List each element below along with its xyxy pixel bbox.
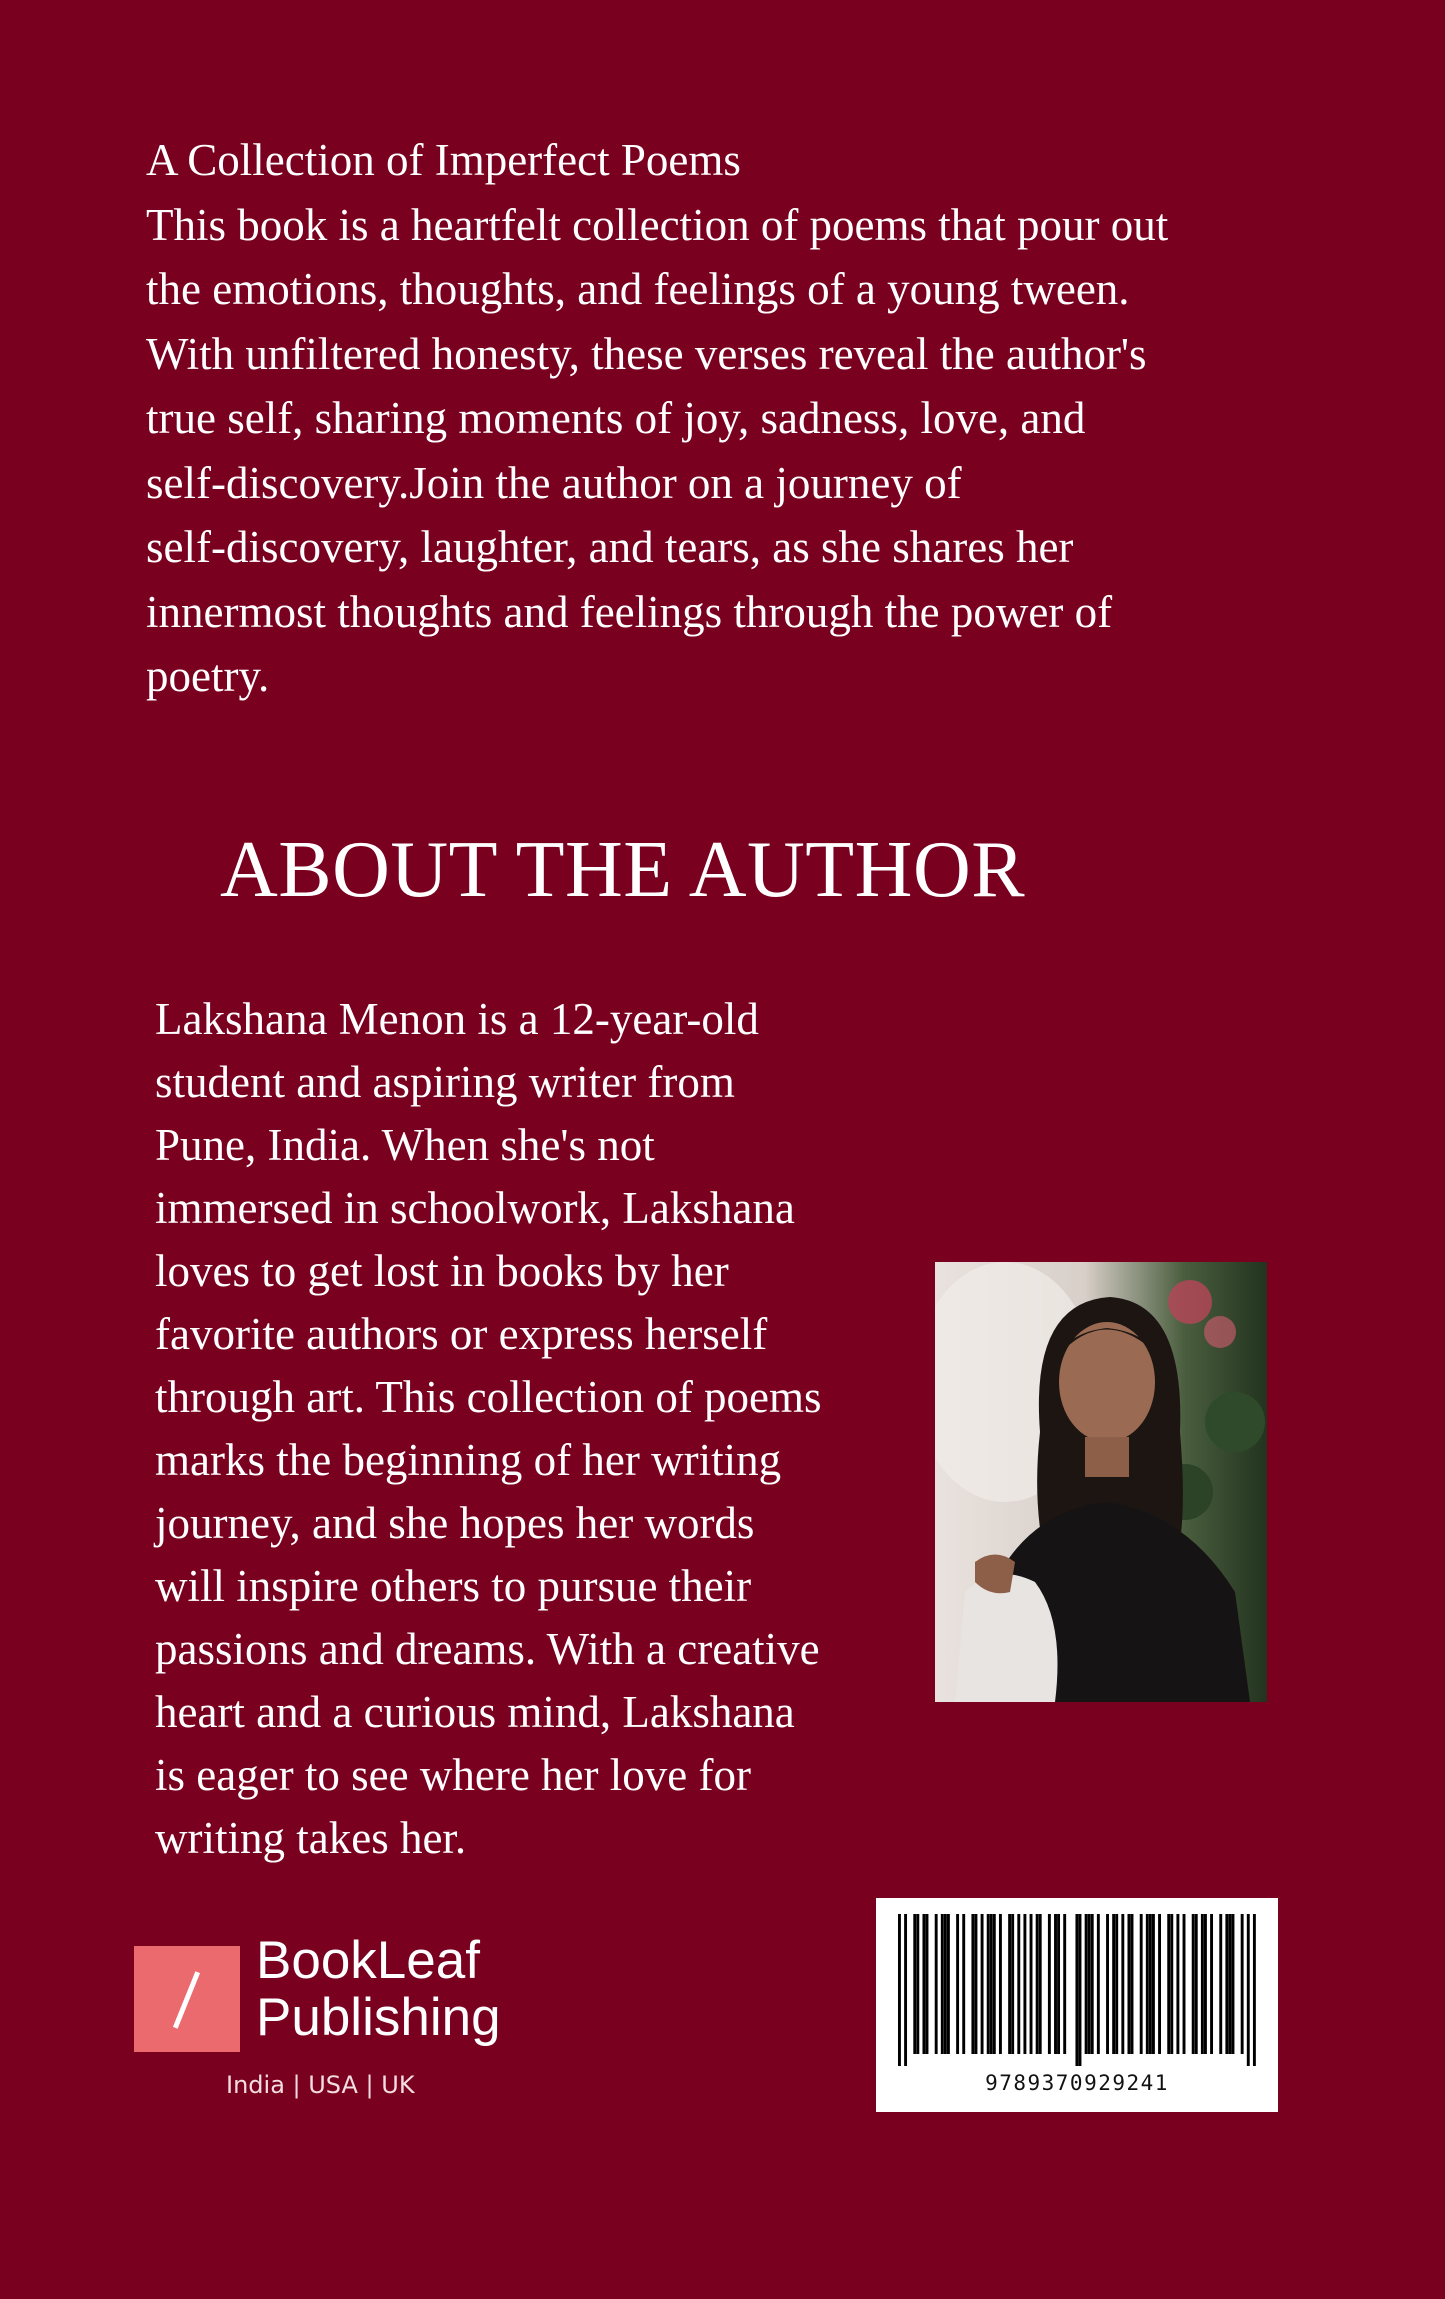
barcode-bar [1036, 1914, 1039, 2054]
barcode-bar [1232, 1914, 1235, 2054]
bio-line: passions and dreams. With a creative [155, 1624, 820, 1674]
barcode-bar [975, 1914, 978, 2054]
bio-line: will inspire others to pursue their [155, 1561, 752, 1611]
blurb-line: true self, sharing moments of joy, sadness, love, and [146, 393, 1086, 443]
barcode-bar [1097, 1914, 1100, 2054]
barcode-bar [941, 1914, 944, 2054]
barcode-bar [962, 1914, 965, 2054]
barcode-bar [1253, 1914, 1256, 2066]
barcode-bar [1008, 1914, 1011, 2054]
barcode-bar [898, 1914, 901, 2066]
barcode-bar [1115, 1914, 1118, 2054]
barcode-bar [1039, 1914, 1042, 2054]
author-photo-illustration [935, 1262, 1267, 1702]
barcode-bar [1241, 1914, 1244, 2054]
barcode-bar [1106, 1914, 1109, 2054]
blurb-line: the emotions, thoughts, and feelings of a young tween. [146, 264, 1130, 314]
barcode-bar [1054, 1914, 1057, 2054]
barcode-bar [922, 1914, 925, 2054]
blurb-line: self-discovery.Join the author on a journey of [146, 457, 962, 508]
bio-line: is eager to see where her love for [155, 1750, 751, 1800]
barcode-bar [1085, 1914, 1088, 2054]
blurb-line: This book is a heartfelt collection of poems that pour out [146, 199, 1169, 250]
book-blurb [146, 128, 1326, 709]
barcode-bar [1121, 1914, 1124, 2054]
bio-line: journey, and she hopes her words [155, 1498, 755, 1548]
barcode-bar [935, 1914, 938, 2054]
bio-line: favorite authors or express herself [155, 1309, 768, 1359]
barcode-bar [1023, 1914, 1026, 2054]
bookleaf-logo-icon [134, 1946, 240, 2052]
barcode-bar [1201, 1914, 1204, 2054]
barcode-bar [1228, 1914, 1231, 2054]
bio-line: student and aspiring writer from [155, 1057, 735, 1107]
bio-line: loves to get lost in books by her [155, 1246, 729, 1296]
barcode-bar [1140, 1914, 1143, 2054]
barcode-bar [1112, 1914, 1115, 2054]
bio-line: writing takes her. [155, 1813, 467, 1863]
about-author-heading: ABOUT THE AUTHOR [220, 826, 1026, 914]
barcode-bar [1048, 1914, 1051, 2054]
barcode-bar [1170, 1914, 1173, 2054]
barcode-bar [1204, 1914, 1207, 2054]
barcode-bar [1131, 1914, 1134, 2054]
barcode-bar [1030, 1914, 1033, 2054]
barcode-bar [987, 1914, 990, 2054]
blurb-line: With unfiltered honesty, these verses reveal the author's [146, 328, 1147, 379]
barcode-bar [1183, 1914, 1186, 2054]
bio-line: heart and a curious mind, Lakshana [155, 1687, 795, 1737]
blurb-line: innermost thoughts and feelings through the power of [146, 586, 1113, 637]
barcode-bar [1210, 1914, 1213, 2054]
barcode-bar [956, 1914, 959, 2054]
barcode-bar [971, 1914, 974, 2054]
barcode-bar [1079, 1914, 1082, 2066]
publisher-countries: India | USA | UK [226, 2071, 415, 2099]
barcode-bar [904, 1914, 907, 2066]
bio-line: through art. This collection of poems [155, 1372, 822, 1422]
bio-line: Pune, India. When she's not [155, 1120, 655, 1170]
bio-line: marks the beginning of her writing [155, 1435, 782, 1485]
barcode-bar [981, 1914, 984, 2054]
barcode-bar [1247, 1914, 1250, 2066]
slash-icon [173, 1971, 200, 2029]
barcode-bar [1057, 1914, 1060, 2054]
publisher-name [256, 1932, 501, 2046]
publisher-name-line2: Publishing [256, 1988, 501, 2047]
barcode-bar [993, 1914, 996, 2054]
author-bio [155, 988, 822, 1870]
barcode-bar [990, 1914, 993, 2054]
bio-line: immersed in schoolwork, Lakshana [155, 1183, 795, 1233]
barcode-bar [1158, 1914, 1161, 2054]
barcode-bar [1088, 1914, 1091, 2054]
blurb-line: self-discovery, laughter, and tears, as she shares her [146, 522, 1074, 572]
barcode-bar [1152, 1914, 1155, 2054]
barcode-bar [1063, 1914, 1066, 2054]
barcode-bar [1195, 1914, 1198, 2054]
barcode-bar [1176, 1914, 1179, 2054]
barcode-bar [1017, 1914, 1020, 2054]
blurb-title: A Collection of Imperfect Poems [146, 135, 741, 185]
barcode-bar [926, 1914, 929, 2054]
bio-line: Lakshana Menon is a 12-year-old [155, 994, 759, 1044]
barcode-bar [1075, 1914, 1078, 2066]
barcode-bar [1225, 1914, 1228, 2054]
barcode-bar [916, 1914, 919, 2054]
publisher-name-line1: BookLeaf [256, 1931, 480, 1990]
isbn-barcode [876, 1898, 1278, 2112]
barcode-bar [947, 1914, 950, 2054]
barcode-bar [944, 1914, 947, 2054]
blurb-line: poetry. [146, 651, 270, 701]
barcode-bar [913, 1914, 916, 2054]
author-photo [935, 1262, 1267, 1702]
barcode-bar [1149, 1914, 1152, 2054]
barcode-bar [999, 1914, 1002, 2054]
barcode-bar [1167, 1914, 1170, 2054]
barcode-bar [1127, 1914, 1130, 2054]
barcode-bars [898, 1914, 1256, 2066]
barcode-bar [1219, 1914, 1222, 2054]
isbn-number: 9789370929241 [985, 2071, 1169, 2095]
barcode-bar [1146, 1914, 1149, 2054]
barcode-bar [1091, 1914, 1094, 2054]
barcode-bar [1011, 1914, 1014, 2054]
barcode-bar [1192, 1914, 1195, 2054]
